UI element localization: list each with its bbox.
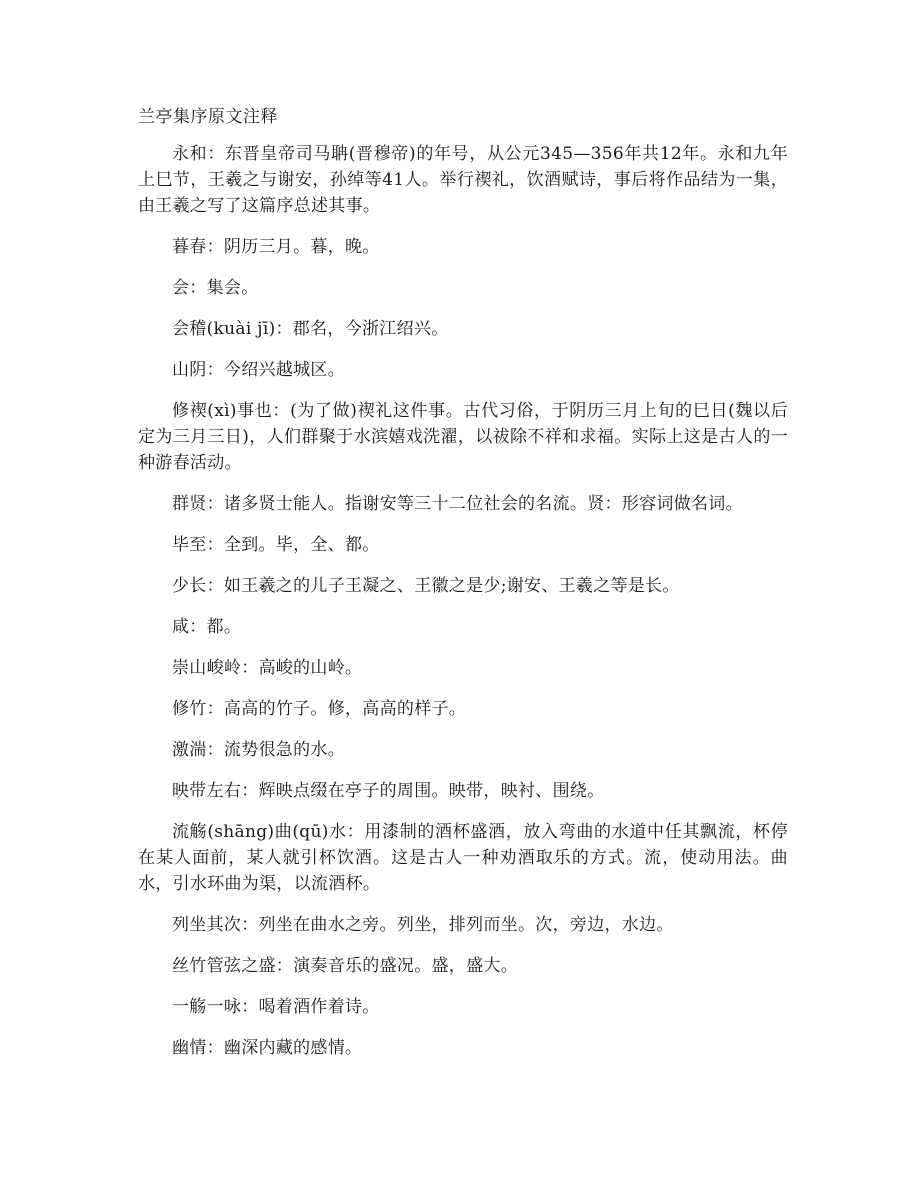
annotation-bizhi: 毕至：全到。毕，全、都。 — [172, 535, 380, 555]
document-page — [138, 104, 788, 1076]
annotation-hui: 会：集会。 — [172, 278, 259, 298]
annotation-sizhu: 丝竹管弦之盛：演奏音乐的盛况。盛，盛大。 — [172, 956, 518, 976]
annotation-shaozhang: 少长：如王羲之的儿子王凝之、王徽之是少;谢安、王羲之等是长。 — [172, 576, 680, 596]
annotation-muchun: 暮春：阴历三月。暮，晚。 — [172, 237, 380, 257]
annotation-yonghe: 永和：东晋皇帝司马聃(晋穆帝)的年号，从公元345—356年共12年。永和九年上巳节，王羲之与谢安，孙绰等41人。举行禊礼，饮酒赋诗，事后将作品结为一集，由王羲之写了这篇序总述其事。 — [138, 144, 788, 216]
annotation-yingdai: 映带左右：辉映点缀在亭子的周围。映带，映衬、围绕。 — [172, 781, 605, 801]
annotation-youqing: 幽情：幽深内藏的感情。 — [172, 1038, 363, 1058]
annotation-shanyin: 山阴：今绍兴越城区。 — [172, 360, 345, 380]
annotation-chongshan: 崇山峻岭：高峻的山岭。 — [172, 658, 363, 678]
annotation-kuaiji: 会稽(kuài jī)：郡名，今浙江绍兴。 — [172, 319, 449, 339]
annotation-liushang: 流觞(shāng)曲(qū)水：用漆制的酒杯盛酒，放入弯曲的水道中任其飘流，杯停在某人面前，某人就引杯饮酒。这是古人一种劝酒取乐的方式。流，使动用法。曲水，引水环曲为渠，以流酒杯。 — [138, 822, 788, 894]
annotation-xiuxi: 修禊(xì)事也：(为了做)禊礼这件事。古代习俗，于阴历三月上旬的巳日(魏以后定为三月三日)，人们群聚于水滨嬉戏洗濯，以祓除不祥和求福。实际上这是古人的一种游春活动。 — [138, 401, 788, 473]
document-title: 兰亭集序原文注释 — [138, 107, 278, 127]
annotation-yishang: 一觞一咏：喝着酒作着诗。 — [172, 997, 380, 1017]
annotation-xiuzhu: 修竹：高高的竹子。修，高高的样子。 — [172, 699, 467, 719]
annotation-xian: 咸：都。 — [172, 617, 242, 637]
annotation-qunxian: 群贤：诸多贤士能人。指谢安等三十二位社会的名流。贤：形容词做名词。 — [172, 494, 743, 514]
annotation-jituan: 激湍：流势很急的水。 — [172, 740, 345, 760]
annotation-liezuo: 列坐其次：列坐在曲水之旁。列坐，排列而坐。次，旁边，水边。 — [172, 915, 674, 935]
